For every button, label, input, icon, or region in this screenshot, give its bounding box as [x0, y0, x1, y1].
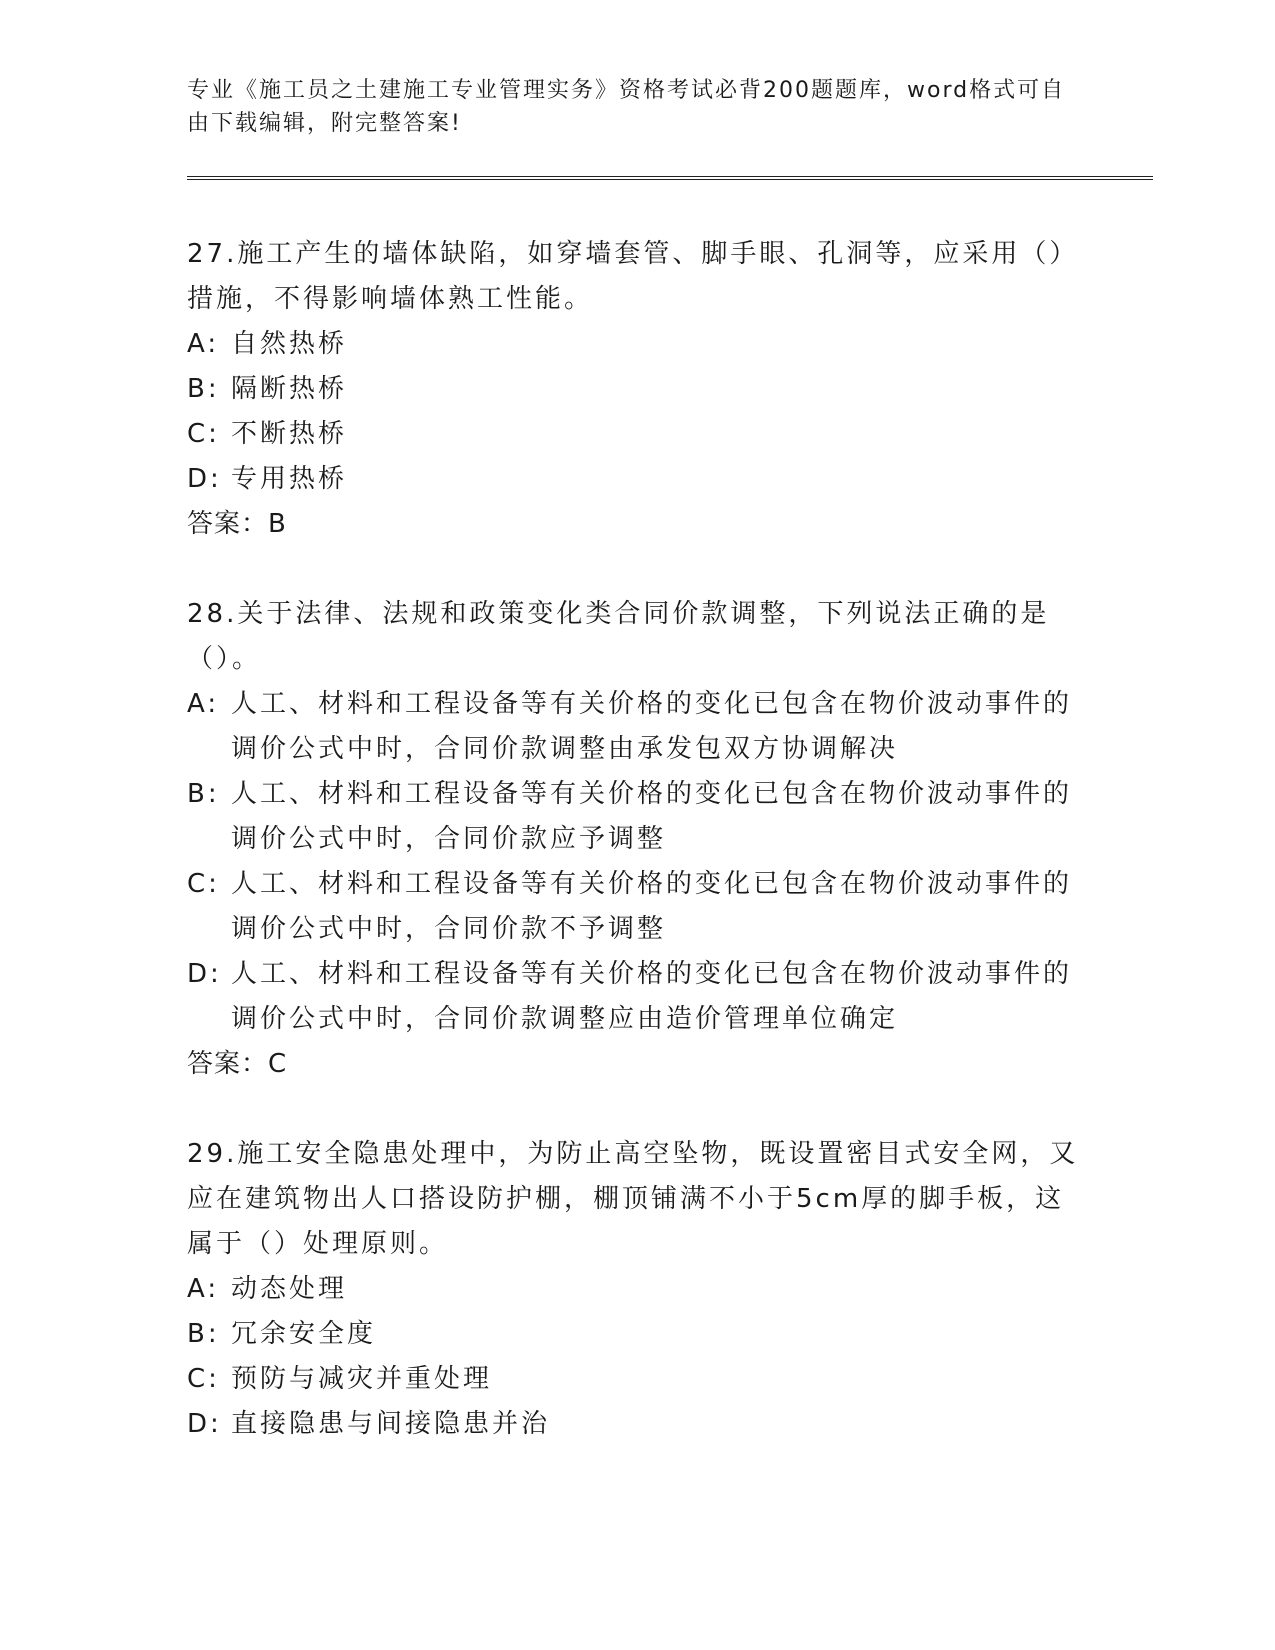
option-letter: B:	[187, 374, 220, 404]
option-text: 预防与减灾并重处理	[231, 1364, 493, 1394]
option-letter: D:	[187, 1409, 222, 1439]
option-letter: A:	[187, 329, 220, 359]
option-c	[187, 862, 1087, 952]
option-text: 专用热桥	[231, 464, 348, 494]
option-text: 冗余安全度	[231, 1319, 377, 1349]
option-c	[187, 1357, 1087, 1402]
option-a	[187, 322, 1087, 367]
question-stem: 29.施工安全隐患处理中，为防止高空坠物，既设置密目式安全网，又应在建筑物出人口搭设防护棚，棚顶铺满不小于5cm厚的脚手板，这属于（）处理原则。	[187, 1139, 1079, 1259]
option-b	[187, 367, 1087, 412]
option-letter: B:	[187, 1319, 220, 1349]
question-stem: 27.施工产生的墙体缺陷，如穿墙套管、脚手眼、孔洞等，应采用（）措施，不得影响墙体熟工性能。	[187, 239, 1079, 314]
option-letter: A:	[187, 689, 220, 719]
question-list	[187, 232, 1087, 1492]
question-27	[187, 232, 1087, 547]
option-text: 不断热桥	[231, 419, 348, 449]
option-text: 直接隐患与间接隐患并治	[231, 1409, 551, 1439]
option-c	[187, 412, 1087, 457]
option-text: 人工、材料和工程设备等有关价格的变化已包含在物价波动事件的调价公式中时，合同价款调整由承发包双方协调解决	[231, 689, 1073, 764]
option-b	[187, 772, 1087, 862]
option-letter: A:	[187, 1274, 220, 1304]
option-text: 自然热桥	[231, 329, 348, 359]
option-a	[187, 1267, 1087, 1312]
option-d	[187, 457, 1087, 502]
option-text: 动态处理	[231, 1274, 348, 1304]
option-letter: C:	[187, 869, 220, 899]
question-28	[187, 592, 1087, 1087]
option-text: 隔断热桥	[231, 374, 348, 404]
option-letter: D:	[187, 464, 222, 494]
option-b	[187, 1312, 1087, 1357]
question-29	[187, 1132, 1087, 1447]
option-d	[187, 1402, 1087, 1447]
option-text: 人工、材料和工程设备等有关价格的变化已包含在物价波动事件的调价公式中时，合同价款应予调整	[231, 779, 1073, 854]
option-letter: B:	[187, 779, 220, 809]
option-letter: D:	[187, 959, 222, 989]
option-text: 人工、材料和工程设备等有关价格的变化已包含在物价波动事件的调价公式中时，合同价款不予调整	[231, 869, 1073, 944]
option-letter: C:	[187, 1364, 220, 1394]
option-a	[187, 682, 1087, 772]
header-divider	[187, 176, 1153, 180]
option-d	[187, 952, 1087, 1042]
answer-line: 答案：C	[187, 1049, 288, 1079]
question-stem: 28.关于法律、法规和政策变化类合同价款调整，下列说法正确的是（）。	[187, 599, 1050, 674]
option-letter: C:	[187, 419, 220, 449]
answer-line: 答案：B	[187, 509, 287, 539]
option-text: 人工、材料和工程设备等有关价格的变化已包含在物价波动事件的调价公式中时，合同价款调整应由造价管理单位确定	[231, 959, 1073, 1034]
header-note: 专业《施工员之土建施工专业管理实务》资格考试必背200题题库，word格式可自由下载编辑，附完整答案!	[187, 78, 1066, 136]
